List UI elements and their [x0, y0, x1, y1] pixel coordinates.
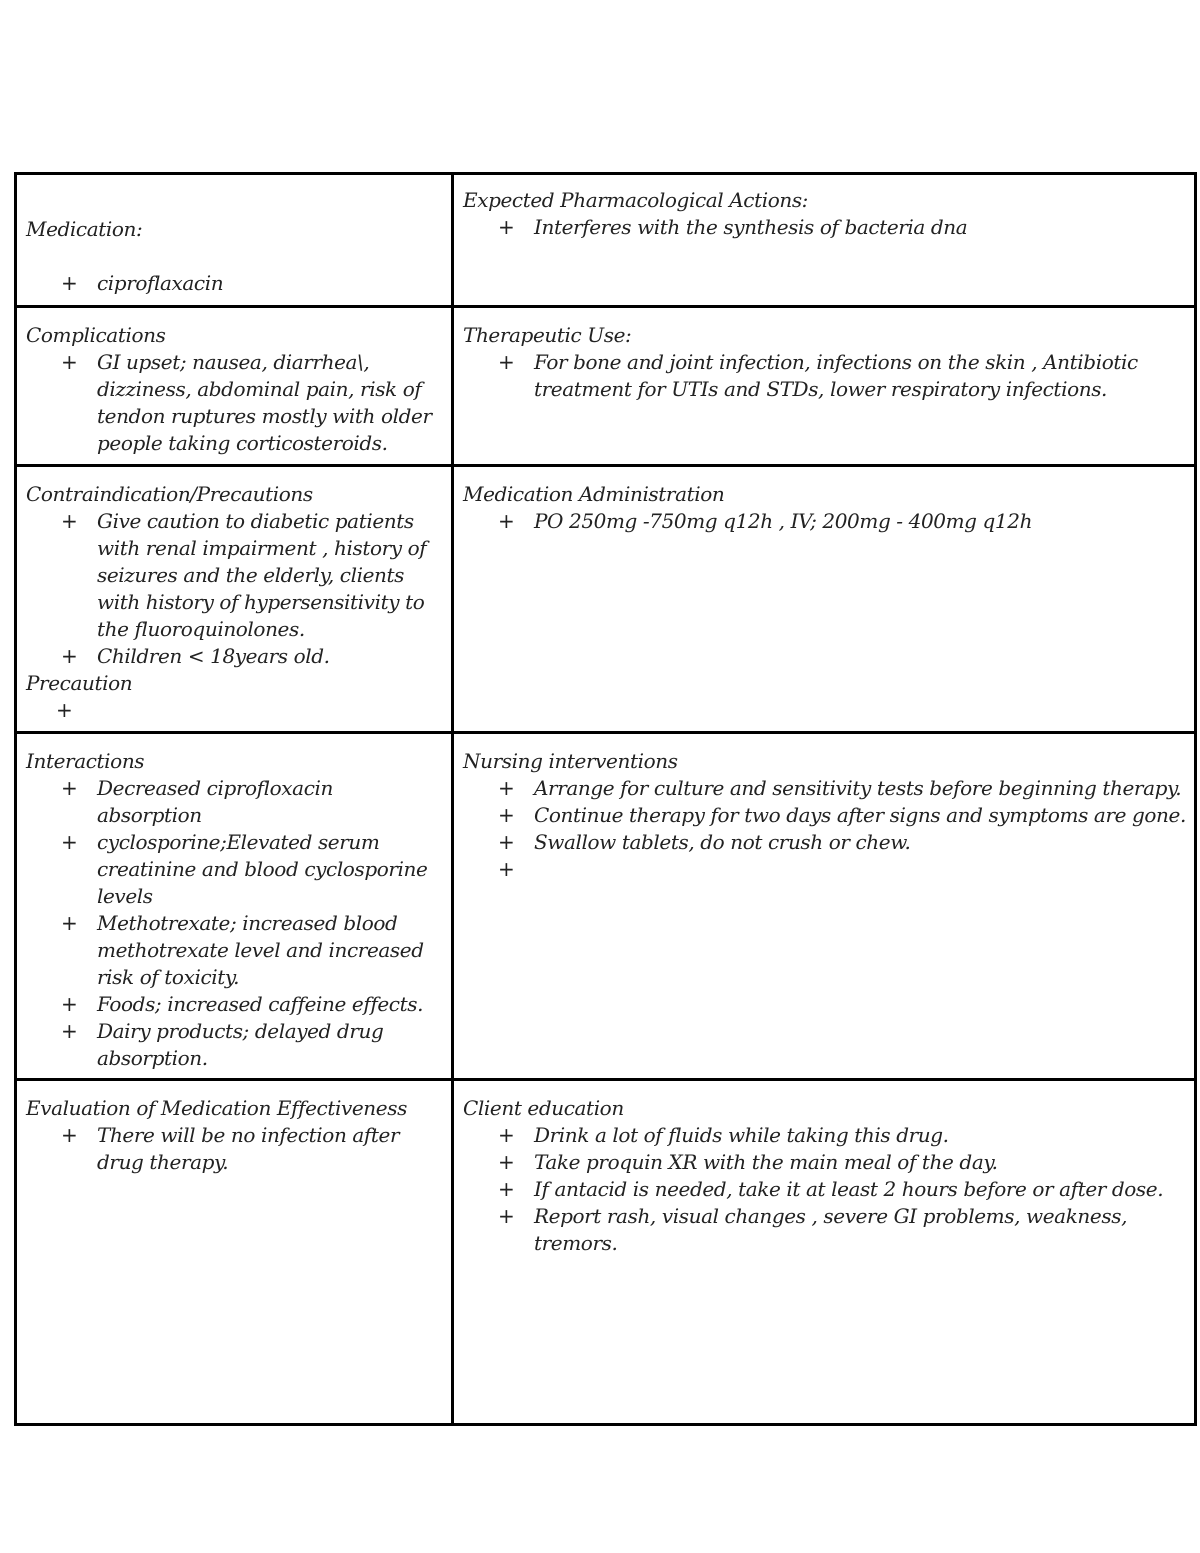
client-education-cell: [453, 1080, 1196, 1425]
administration-heading: Medication Administration: [463, 482, 725, 506]
list-item: + Decreased ciprofloxacin absorption: [97, 775, 443, 829]
list-item: + Interferes with the synthesis of bacteria dna: [534, 214, 1186, 241]
evaluation-cell: [16, 1080, 453, 1425]
list-item: + There will be no infection after drug therapy.: [97, 1122, 443, 1176]
precaution-list: [26, 697, 443, 724]
client-education-list: [463, 1122, 1186, 1257]
complications-heading: Complications: [26, 323, 166, 347]
pharmacological-actions-heading: Expected Pharmacological Actions:: [463, 188, 809, 212]
contraindications-list: [26, 508, 443, 670]
complications-cell: [16, 307, 453, 466]
administration-list: [463, 508, 1186, 535]
evaluation-heading: Evaluation of Medication Effectiveness: [26, 1096, 407, 1120]
evaluation-list: [26, 1122, 443, 1176]
medication-card-table: [14, 172, 1197, 1426]
list-item: + ciproflaxacin: [97, 270, 443, 297]
list-item: + PO 250mg -750mg q12h , IV; 200mg - 400mg q12h: [534, 508, 1186, 535]
list-item: + Foods; increased caffeine effects.: [97, 991, 443, 1018]
table-row: [16, 1080, 1196, 1425]
medication-cell: [16, 174, 453, 307]
list-item: [62, 697, 443, 724]
list-item: + Continue therapy for two days after signs and symptoms are gone.: [534, 802, 1186, 829]
complications-list: [26, 349, 443, 457]
therapeutic-use-cell: [453, 307, 1196, 466]
list-item: + Take proquin XR with the main meal of the day.: [534, 1149, 1186, 1176]
interactions-list: [26, 775, 443, 1072]
list-item: + If antacid is needed, take it at least 2 hours before or after dose.: [534, 1176, 1186, 1203]
nursing-interventions-cell: [453, 733, 1196, 1080]
contraindications-cell: [16, 466, 453, 733]
medication-heading: Medication:: [26, 217, 143, 241]
table-row: [16, 307, 1196, 466]
pharmacological-actions-cell: [453, 174, 1196, 307]
interactions-cell: [16, 733, 453, 1080]
table-row: [16, 466, 1196, 733]
pharmacological-actions-list: [463, 214, 1186, 241]
list-item: [534, 856, 1186, 883]
list-item: + Report rash, visual changes , severe GI problems, weakness, tremors.: [534, 1203, 1186, 1257]
interactions-heading: Interactions: [26, 749, 145, 773]
client-education-heading: Client education: [463, 1096, 624, 1120]
list-item: + Dairy products; delayed drug absorption.: [97, 1018, 443, 1072]
list-item: + Methotrexate; increased blood methotrexate level and increased risk of toxicity.: [97, 910, 443, 991]
nursing-interventions-list: [463, 775, 1186, 883]
list-item: + Children < 18years old.: [97, 643, 443, 670]
list-item: + For bone and joint infection, infections on the skin , Antibiotic treatment for UTIs and STDs, lower respiratory infections.: [534, 349, 1186, 403]
therapeutic-use-list: [463, 349, 1186, 403]
list-item: + GI upset; nausea, diarrhea\, dizziness, abdominal pain, risk of tendon ruptures mostly with older people taking corticosteroids.: [97, 349, 443, 457]
therapeutic-use-heading: Therapeutic Use:: [463, 323, 632, 347]
medication-list: [26, 270, 443, 297]
administration-cell: [453, 466, 1196, 733]
list-item: + Give caution to diabetic patients with renal impairment , history of seizures and the elderly, clients with history of hypersensitivity to the fluoroquinolones.: [97, 508, 443, 643]
nursing-interventions-heading: Nursing interventions: [463, 749, 678, 773]
list-item: + Drink a lot of fluids while taking this drug.: [534, 1122, 1186, 1149]
table-row: [16, 733, 1196, 1080]
contraindications-heading: Contraindication/Precautions: [26, 482, 313, 506]
precaution-heading: Precaution: [26, 671, 133, 695]
list-item: + Swallow tablets, do not crush or chew.: [534, 829, 1186, 856]
list-item: + Arrange for culture and sensitivity tests before beginning therapy.: [534, 775, 1186, 802]
list-item: + cyclosporine;Elevated serum creatinine and blood cyclosporine levels: [97, 829, 443, 910]
table-row: [16, 174, 1196, 307]
